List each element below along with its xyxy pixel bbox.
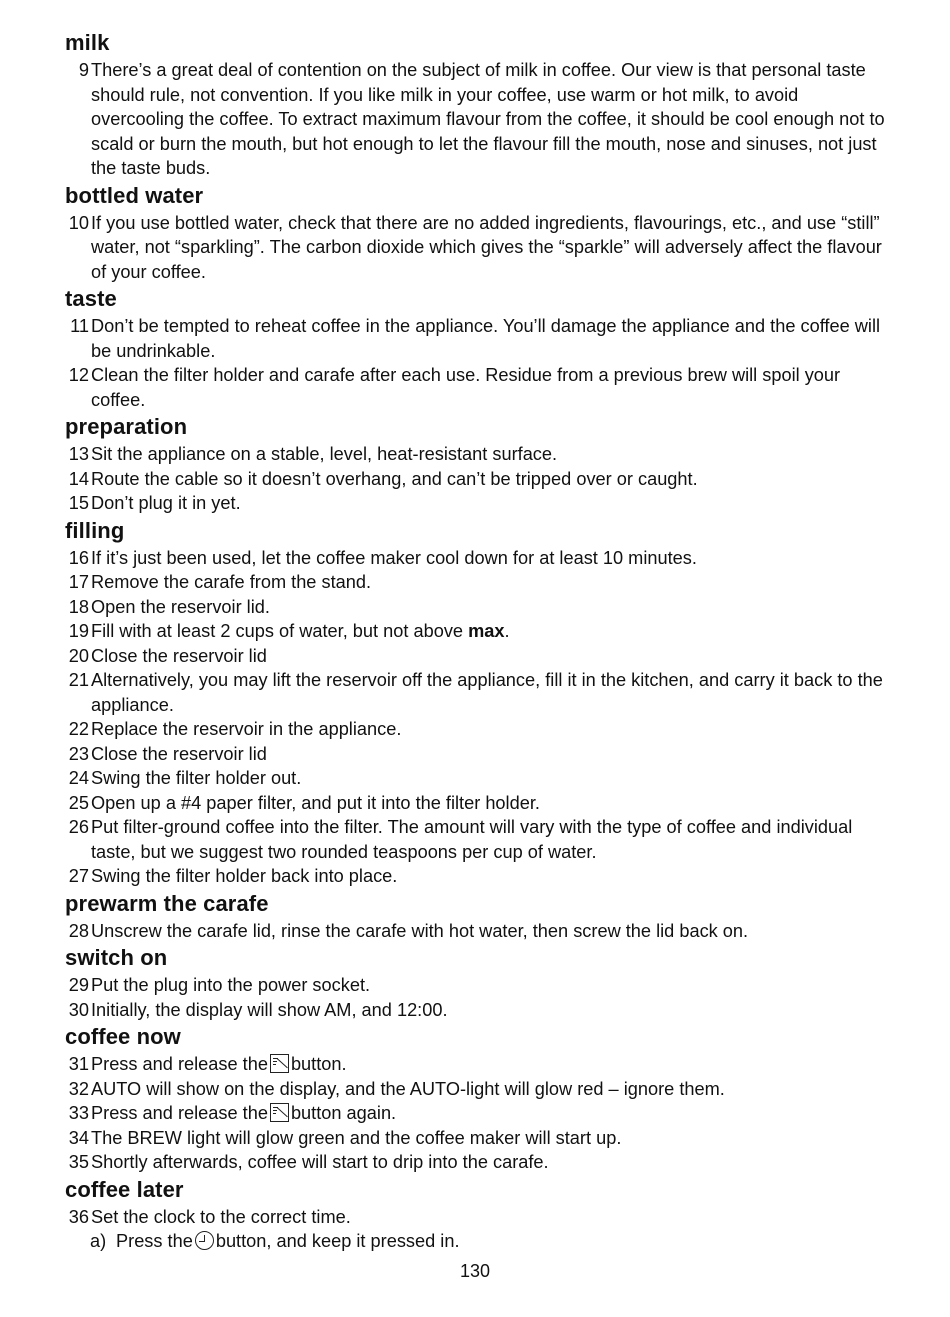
item-text: Route the cable so it doesn’t overhang, and can’t be tripped over or caught.	[91, 468, 698, 489]
item-number: 19	[68, 621, 89, 641]
item-number: 32	[68, 1078, 89, 1099]
item-number: 9	[78, 60, 89, 80]
item-text: Replace the reservoir in the appliance.	[91, 719, 402, 739]
list-item	[65, 791, 890, 816]
section-heading-coffee-now: coffee now	[65, 1024, 181, 1049]
item-text: There’s a great deal of contention on the subject of milk in coffee. Our view is that personal taste should rule, not convention. If you like milk in your coffee, use warm or hot milk, to avoid overcooling the coffee. To extract maximum flavour from the coffee, it should be cool enough not to scald or burn the mouth, but hot enough to let the flavour fill the mouth, nose and sinuses, not just the taste buds.	[91, 60, 885, 178]
item-number: 17	[68, 572, 89, 592]
item-text	[90, 1101, 890, 1126]
item-text-part: Fill with at least 2 cups of water, but not above	[91, 621, 469, 641]
item-text: Don’t be tempted to reheat coffee in the appliance. You’ll damage the appliance and the coffee will be undrinkable.	[91, 316, 881, 361]
item-text: Initially, the display will show AM, and 12:00.	[91, 999, 448, 1020]
sub-item-label: a)	[90, 1231, 107, 1251]
item-text: Unscrew the carafe lid, rinse the carafe with hot water, then screw the lid back on.	[91, 920, 749, 941]
item-text	[90, 1052, 890, 1077]
item-text-part: Press and release the	[91, 1054, 268, 1074]
list-item	[65, 864, 890, 889]
brew-button-icon	[270, 1054, 289, 1073]
item-text: Shortly afterwards, coffee will start to drip into the carafe.	[91, 1152, 549, 1172]
item-text: AUTO will show on the display, and the AUTO-light will glow red – ignore them.	[91, 1078, 725, 1099]
section-heading-switch-on: switch on	[65, 945, 168, 970]
item-text: Close the reservoir lid	[91, 743, 267, 764]
item-number: 21	[68, 670, 89, 690]
list-item	[65, 1052, 890, 1077]
clock-button-icon	[195, 1231, 214, 1250]
item-text: Remove the carafe from the stand.	[91, 572, 372, 592]
list-item	[65, 491, 890, 516]
item-text: Put filter-ground coffee into the filter. The amount will vary with the type of coffee and individual taste, but we suggest two rounded teaspoons per cup of water.	[91, 817, 853, 862]
item-text: Sit the appliance on a stable, level, heat-resistant surface.	[91, 444, 558, 464]
item-text: Close the reservoir lid	[91, 645, 267, 666]
list-item	[65, 442, 890, 467]
item-text: Set the clock to the correct time.	[91, 1206, 351, 1227]
list-item	[65, 1101, 890, 1126]
item-text-part: button again.	[290, 1103, 397, 1123]
list-item	[65, 570, 890, 595]
section-heading-milk: milk	[65, 30, 110, 55]
item-number: 33	[68, 1103, 89, 1123]
item-text: If it’s just been used, let the coffee maker cool down for at least 10 minutes.	[91, 547, 697, 568]
item-text: Open the reservoir lid.	[91, 596, 270, 617]
page-number: 130	[459, 1261, 491, 1281]
list-item	[65, 1126, 890, 1151]
list-item	[65, 619, 890, 644]
item-text-part: button.	[290, 1054, 347, 1074]
section-heading-coffee-later: coffee later	[65, 1176, 184, 1202]
item-number: 29	[68, 975, 89, 995]
list-item	[65, 546, 890, 571]
item-number: 25	[68, 792, 89, 813]
section-heading-filling: filling	[65, 517, 125, 543]
list-item	[65, 973, 890, 998]
list-item	[65, 998, 890, 1023]
list-item	[65, 919, 890, 944]
item-text: Put the plug into the power socket.	[91, 975, 371, 995]
list-item	[65, 595, 890, 620]
item-number: 20	[68, 645, 89, 666]
item-number: 16	[68, 547, 89, 568]
list-item	[65, 742, 890, 767]
item-number: 27	[68, 866, 89, 886]
item-number: 26	[68, 817, 89, 837]
item-number: 10	[68, 212, 89, 233]
item-text	[116, 1229, 460, 1254]
item-number: 24	[68, 768, 89, 788]
item-number: 13	[68, 444, 89, 464]
list-item	[65, 211, 890, 285]
item-text	[90, 619, 890, 644]
section-heading-preparation: preparation	[65, 414, 188, 439]
list-item	[65, 467, 890, 492]
item-text-part: button, and keep it pressed in.	[215, 1231, 460, 1251]
section-heading-prewarm: prewarm the carafe	[65, 890, 269, 916]
list-item	[65, 717, 890, 742]
item-number: 14	[68, 468, 89, 489]
item-number: 18	[68, 596, 89, 617]
item-text-part: Press the	[116, 1231, 193, 1251]
section-heading-bottled-water: bottled water	[65, 182, 204, 208]
item-text-part: .	[504, 621, 510, 641]
list-item	[65, 58, 890, 181]
item-text: Clean the filter holder and carafe after each use. Residue from a previous brew will spoil your coffee.	[91, 365, 841, 410]
item-text: Swing the filter holder out.	[91, 768, 302, 788]
item-text: Open up a #4 paper filter, and put it into the filter holder.	[91, 792, 540, 813]
item-number: 22	[68, 719, 89, 739]
item-number: 11	[70, 316, 89, 336]
item-number: 31	[68, 1054, 89, 1074]
item-text: Don’t plug it in yet.	[91, 493, 241, 513]
item-number: 12	[68, 365, 89, 385]
item-text-part: Press and release the	[91, 1103, 268, 1123]
item-number: 23	[68, 743, 89, 764]
list-item	[65, 1205, 890, 1230]
list-item	[65, 815, 890, 864]
list-item	[65, 766, 890, 791]
sub-list-item	[65, 1229, 890, 1254]
item-number: 28	[68, 920, 89, 941]
list-item	[65, 644, 890, 669]
item-number: 30	[68, 999, 89, 1020]
section-heading-taste: taste	[65, 286, 117, 311]
brew-button-icon	[270, 1103, 289, 1122]
list-item	[65, 1077, 890, 1102]
item-number: 34	[68, 1127, 89, 1148]
item-text: If you use bottled water, check that there are no added ingredients, flavourings, etc., and use “still” water, not “sparkling”. The carbon dioxide which gives the “sparkle” will adversely affect the flavour of your coffee.	[91, 212, 882, 282]
item-number: 36	[68, 1206, 89, 1227]
item-text: Alternatively, you may lift the reservoir off the appliance, fill it in the kitchen, and carry it back to the appliance.	[91, 670, 883, 715]
max-label: max	[468, 621, 505, 641]
list-item	[65, 314, 890, 363]
list-item	[65, 668, 890, 717]
item-text: The BREW light will glow green and the coffee maker will start up.	[91, 1127, 622, 1148]
list-item	[65, 1150, 890, 1175]
item-number: 35	[68, 1152, 89, 1172]
item-text: Swing the filter holder back into place.	[91, 866, 398, 886]
item-number: 15	[68, 493, 89, 513]
list-item	[65, 363, 890, 412]
page-content	[65, 28, 890, 1254]
